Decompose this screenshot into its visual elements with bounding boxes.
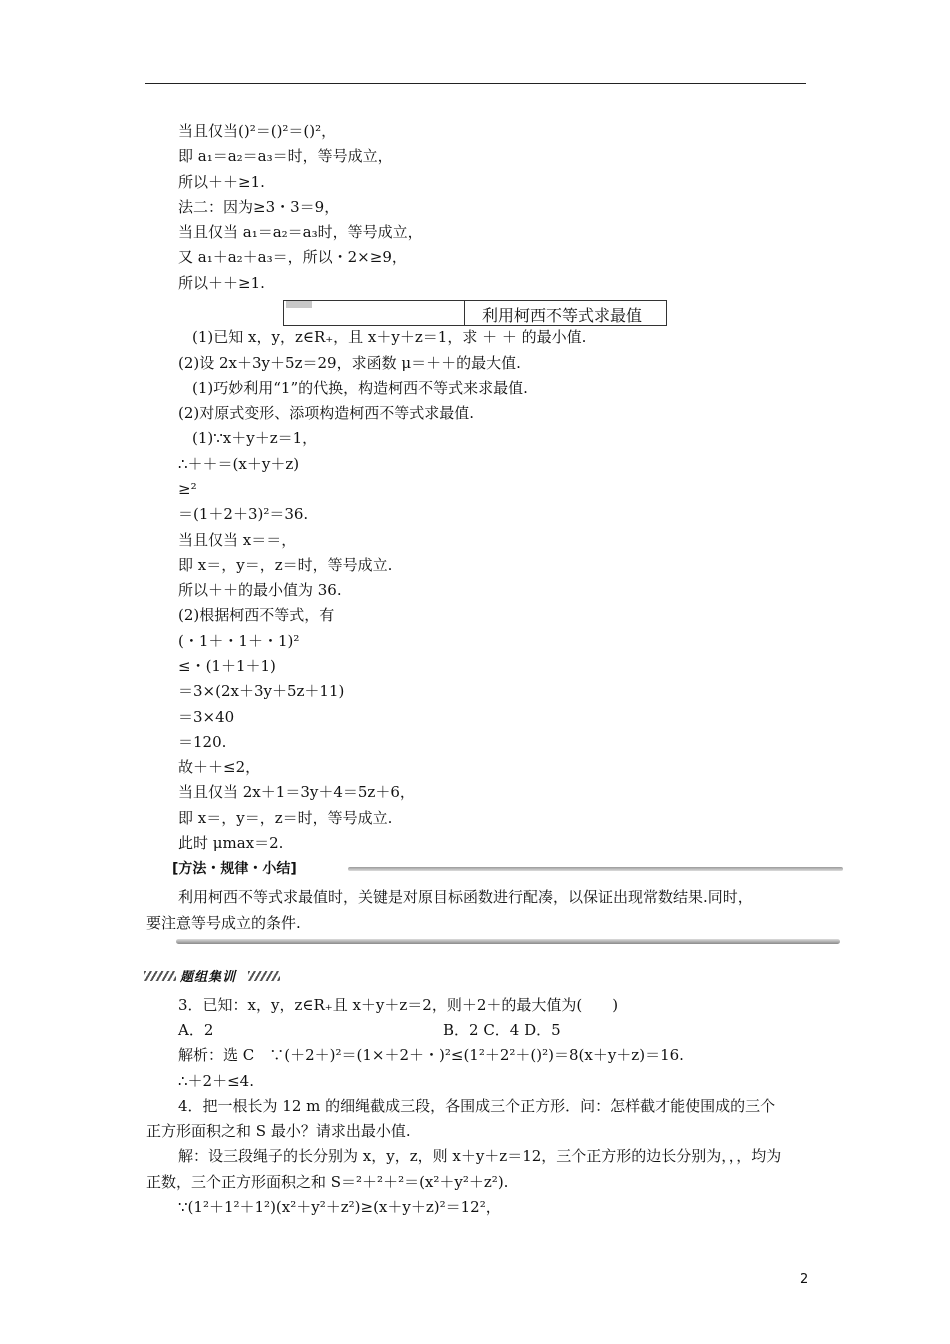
- q3-solution-1: 解析：选 C ∵(＋2＋)²＝(1×＋2＋・)²≤(1²＋2²＋()²)＝8(x＋y＋z)＝16.: [178, 1046, 684, 1064]
- summary-text-2: 要注意等号成立的条件.: [146, 914, 301, 932]
- exercise-group-title: 题组集训: [180, 970, 237, 985]
- exercise-group-heading: [144, 967, 280, 985]
- solution-line: ≤・(1＋1＋1): [178, 657, 276, 675]
- solution-line: 即 x＝，y＝，z＝时，等号成立.: [178, 556, 393, 574]
- solution-line: ＝3×(2x＋3y＋5z＋11): [178, 682, 345, 700]
- solution-line: 即 x＝，y＝，z＝时，等号成立.: [178, 809, 393, 827]
- summary-top-rule: [348, 867, 843, 871]
- example-heading-box: [283, 300, 667, 326]
- q4-stem-1: 4．把一根长为 12 m 的细绳截成三段，各围成三个正方形．问：怎样截才能使围成的三个: [178, 1097, 776, 1115]
- text-line: 当且仅当 a₁＝a₂＝a₃时，等号成立，: [178, 223, 423, 241]
- summary-bottom-rule: [176, 939, 840, 944]
- solution-line: 当且仅当 2x＋1＝3y＋4＝5z＋6，: [178, 783, 415, 801]
- text-line: 所以＋＋≥1.: [178, 274, 265, 292]
- solution-line: ＝120.: [178, 733, 227, 751]
- text-line: 又 a₁＋a₂＋a₃＝，所以・2×≥9，: [178, 248, 407, 266]
- solution-line: (・1＋・1＋・1)²: [178, 632, 300, 650]
- solution-line: (1)∵x＋y＋z＝1，: [192, 429, 318, 447]
- solution-line: (2)根据柯西不等式，有: [178, 606, 335, 624]
- q3-options-bcd: B．2 C．4 D．5: [443, 1021, 561, 1039]
- solution-line: ＝3×40: [178, 708, 235, 726]
- text-line: 法二：因为≥3・3＝9，: [178, 198, 340, 216]
- text-line: 所以＋＋≥1.: [178, 173, 265, 191]
- q3-stem: 3．已知：x，y，z∈R₊且 x＋y＋z＝2，则＋2＋的最大值为( ): [178, 996, 619, 1014]
- analysis-part-2: (2)对原式变形、添项构造柯西不等式求最值.: [178, 404, 475, 422]
- solution-line: ＝(1＋2＋3)²＝36.: [178, 505, 309, 523]
- solution-line: 此时 μmax＝2.: [178, 834, 284, 852]
- header-rule: [145, 83, 806, 84]
- q3-solution-2: ∴＋2＋≤4.: [178, 1072, 254, 1090]
- summary-label: [方法・规律・小结]: [172, 861, 297, 877]
- q3-option-a: A．2: [178, 1021, 214, 1039]
- solution-line: ∴＋＋＝(x＋y＋z): [178, 455, 300, 473]
- hatch-decoration-right: [248, 971, 280, 981]
- solution-line: 当且仅当 x＝＝，: [178, 531, 297, 549]
- page-number: 2: [800, 1272, 809, 1287]
- summary-text-1: 利用柯西不等式求最值时，关键是对原目标函数进行配凑，以保证出现常数结果.同时，: [178, 888, 753, 906]
- solution-line: 所以＋＋的最小值为 36.: [178, 581, 342, 599]
- text-line: 即 a₁＝a₂＝a₃＝时，等号成立，: [178, 147, 393, 165]
- example-title: 利用柯西不等式求最值: [482, 306, 643, 325]
- text-line: 当且仅当()²＝()²＝()²，: [178, 122, 337, 140]
- example-tag-mark: [286, 301, 312, 308]
- q4-stem-2: 正方形面积之和 S 最小？请求出最小值.: [146, 1122, 411, 1140]
- q4-solution-3: ∵(1²＋1²＋1²)(x²＋y²＋z²)≥(x＋y＋z)²＝12²，: [178, 1198, 501, 1216]
- example-tag-cell: [284, 301, 465, 325]
- q4-solution-1: 解：设三段绳子的长分别为 x，y，z，则 x＋y＋z＝12，三个正方形的边长分别为，，，均为: [178, 1147, 782, 1165]
- problem-part-2: (2)设 2x＋3y＋5z＝29，求函数 μ＝＋＋的最大值.: [178, 354, 521, 372]
- q4-solution-2: 正数，三个正方形面积之和 S＝²＋²＋²＝(x²＋y²＋z²).: [146, 1173, 509, 1191]
- hatch-decoration-left: [144, 971, 176, 981]
- problem-part-1: (1)已知 x，y，z∈R₊，且 x＋y＋z＝1，求 ＋ ＋ 的最小值.: [192, 328, 587, 346]
- solution-line: 故＋＋≤2，: [178, 758, 261, 776]
- solution-line: ≥²: [178, 480, 197, 498]
- analysis-part-1: (1)巧妙利用“1”的代换，构造柯西不等式来求最值.: [192, 379, 528, 397]
